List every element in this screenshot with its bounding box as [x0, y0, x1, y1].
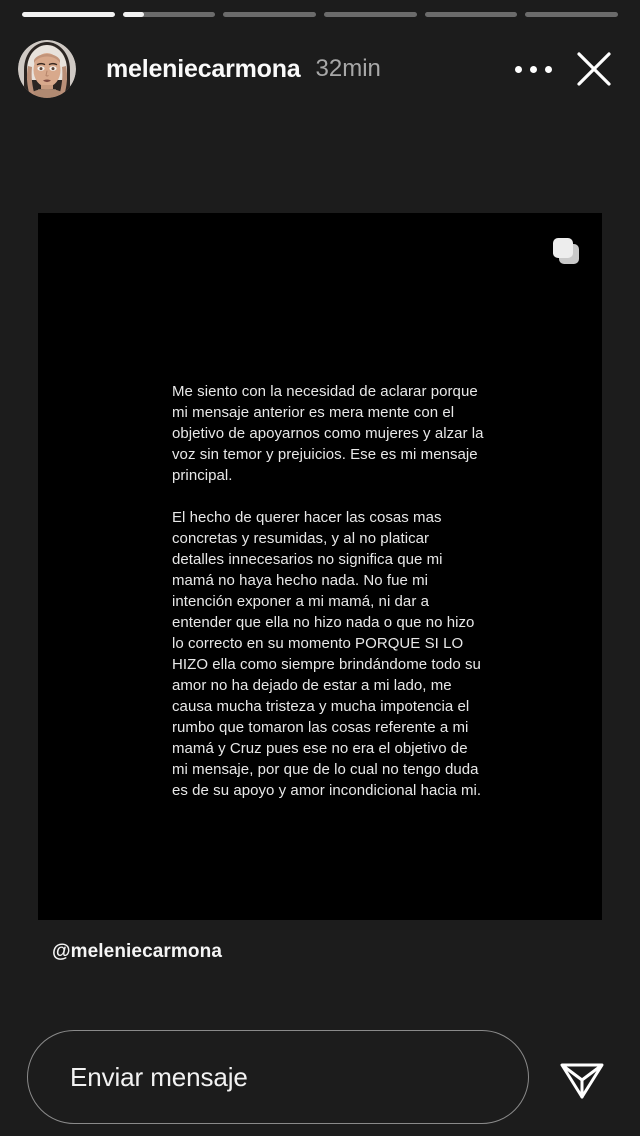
send-paper-plane-icon[interactable]: [551, 1046, 613, 1108]
story-paragraph: Me siento con la necesidad de aclarar porque mi mensaje anterior es mera mente con el objetivo de apoyarnos como mujeres y alzar la voz sin temor y prejuicios. Ese es mi mensaje principal.: [172, 383, 484, 484]
story-header: [18, 38, 622, 100]
message-input-placeholder: Enviar mensaje: [70, 1061, 248, 1092]
story-paragraph: El hecho de querer hacer las cosas mas concretas y resumidas, y al no platicar detalles innecesarios no significa que mi mamá no haya hecho nada. No fue mi intención exponer a mi mamá, ni dar a entender que ella no hizo nada o que no hizo lo correcto en su momento PORQUE SI LO HIZO ella como siempre brindándome todo su amor no ha dejado de estar a mi lado, me causa mucha tristeza y mucha impotencia el rumbo que tomaron las cosas referente a mi mamá y Cruz pues ese no era el objetivo de mi mensaje, por que de lo cual no tengo duda es de su apoyo y amor incondicional hacia mi.: [172, 509, 482, 799]
progress-segment[interactable]: [324, 12, 417, 17]
story-progress-bar: [22, 12, 618, 17]
progress-segment[interactable]: [22, 12, 115, 17]
progress-segment[interactable]: [425, 12, 518, 17]
close-icon-glyph: [574, 49, 614, 89]
more-options-icon[interactable]: [506, 42, 560, 96]
avatar[interactable]: [18, 40, 76, 98]
send-icon-glyph: [557, 1052, 607, 1102]
carousel-icon-glyph: [550, 235, 584, 269]
close-icon[interactable]: [566, 41, 622, 97]
reply-bar: [0, 1018, 640, 1136]
story-media-card[interactable]: [38, 213, 602, 920]
story-caption-mention[interactable]: @meleniecarmona: [52, 941, 222, 962]
username-label[interactable]: meleniecarmona: [106, 54, 301, 83]
avatar-image: [18, 40, 76, 98]
more-options-dots: [515, 66, 552, 73]
timestamp-label: 32min: [315, 55, 381, 82]
story-text-block: [172, 381, 484, 801]
progress-segment-active[interactable]: [123, 12, 216, 17]
progress-segment[interactable]: [223, 12, 316, 17]
carousel-multi-photo-icon: [550, 235, 584, 269]
progress-segment[interactable]: [525, 12, 618, 17]
message-input[interactable]: [27, 1030, 529, 1124]
